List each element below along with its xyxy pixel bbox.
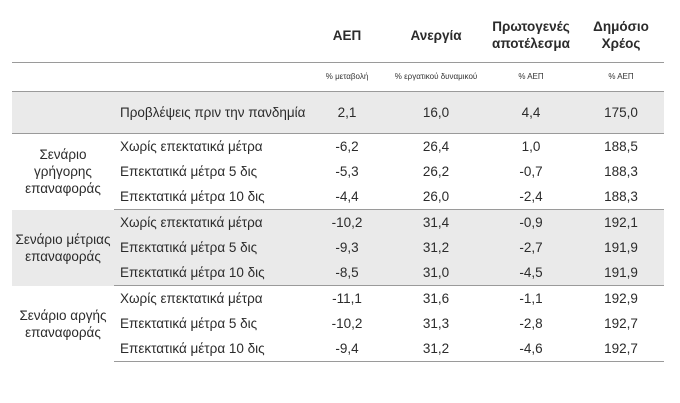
table-cell: 2,1	[306, 92, 388, 134]
table-cell: 31,2	[388, 235, 484, 260]
table-cell: -4,6	[484, 336, 578, 362]
table-cell: -4,4	[306, 184, 388, 210]
table-cell: 1,0	[521, 139, 541, 154]
table-cell: -10,2	[331, 316, 363, 331]
table-row	[12, 134, 664, 160]
table-cell: -0,9	[484, 210, 578, 236]
pre-pandemic-row	[12, 92, 664, 134]
table-cell: 192,9	[604, 291, 638, 306]
table-cell: 31,4	[388, 210, 484, 236]
table-cell: 31,3	[422, 316, 450, 331]
table-cell: -9,3	[306, 235, 388, 260]
table-cell: 31,2	[388, 336, 484, 362]
row-label: Επεκτατικά μέτρα 5 δις	[120, 315, 258, 331]
row-label: Χωρίς επεκτατικά μέτρα	[120, 138, 263, 154]
table-row	[12, 210, 664, 236]
row-label: Χωρίς επεκτατικά μέτρα	[114, 210, 306, 236]
table-cell: -0,7	[519, 164, 543, 179]
header-blank-2	[114, 8, 306, 63]
table-cell: 192,7	[604, 316, 638, 331]
scenario-fast-label: Σενάριο γρήγορης επαναφοράς	[25, 147, 101, 197]
header-blank-1	[12, 8, 114, 63]
row-label: Επεκτατικά μέτρα 10 δις	[114, 336, 306, 362]
header-primary-balance: Πρωτογενές αποτέλεσμα	[492, 19, 570, 51]
table-cell: 26,2	[422, 164, 450, 179]
header-public-debt: Δημόσιο Χρέος	[593, 19, 649, 51]
table-cell: -11,1	[332, 291, 362, 306]
units-row	[12, 63, 664, 92]
table-cell: -2,8	[519, 316, 543, 331]
table-cell: 31,6	[422, 291, 450, 306]
table-cell: -2,4	[484, 184, 578, 210]
table-cell: 26,4	[422, 139, 450, 154]
unit-public-debt: % ΑΕΠ	[578, 63, 664, 92]
table-cell: -4,5	[484, 260, 578, 286]
pre-pandemic-label: Προβλέψεις πριν την πανδημία	[114, 92, 306, 134]
table-cell: -2,7	[484, 235, 578, 260]
table-cell: -10,2	[306, 210, 388, 236]
row-label: Χωρίς επεκτατικά μέτρα	[120, 290, 263, 306]
table-cell: 192,7	[578, 336, 664, 362]
table-cell: 4,4	[484, 92, 578, 134]
table-cell: -9,4	[306, 336, 388, 362]
row-label: Επεκτατικά μέτρα 10 δις	[114, 260, 306, 286]
table-cell: 191,9	[578, 260, 664, 286]
table-cell: 188,3	[604, 164, 638, 179]
table-cell: 192,1	[578, 210, 664, 236]
table-cell: 188,3	[578, 184, 664, 210]
header-row	[12, 8, 664, 63]
row-label: Επεκτατικά μέτρα 5 δις	[120, 163, 258, 179]
table-row	[12, 286, 664, 312]
table-cell: -5,3	[335, 164, 359, 179]
scenario-medium-label: Σενάριο μέτριας επαναφοράς	[12, 210, 114, 286]
unit-unemployment: % εργατικού δυναμικού	[388, 63, 484, 92]
table-cell: -1,1	[519, 291, 543, 306]
forecast-table	[12, 8, 664, 362]
table-cell: 175,0	[578, 92, 664, 134]
table-cell: 31,0	[388, 260, 484, 286]
scenario-slow-label: Σενάριο αργής επαναφοράς	[19, 307, 107, 340]
table-cell: 16,0	[388, 92, 484, 134]
header-unemployment: Ανεργία	[410, 27, 462, 43]
table-cell: -6,2	[335, 139, 359, 154]
table-cell: 26,0	[388, 184, 484, 210]
table-cell: 188,5	[604, 139, 638, 154]
row-label: Επεκτατικά μέτρα 10 δις	[114, 184, 306, 210]
header-gdp: ΑΕΠ	[332, 27, 362, 43]
unit-gdp: % μεταβολή	[306, 63, 388, 92]
table-cell: 191,9	[578, 235, 664, 260]
row-label: Επεκτατικά μέτρα 5 δις	[114, 235, 306, 260]
unit-primary-balance: % ΑΕΠ	[484, 63, 578, 92]
table-cell: -8,5	[306, 260, 388, 286]
